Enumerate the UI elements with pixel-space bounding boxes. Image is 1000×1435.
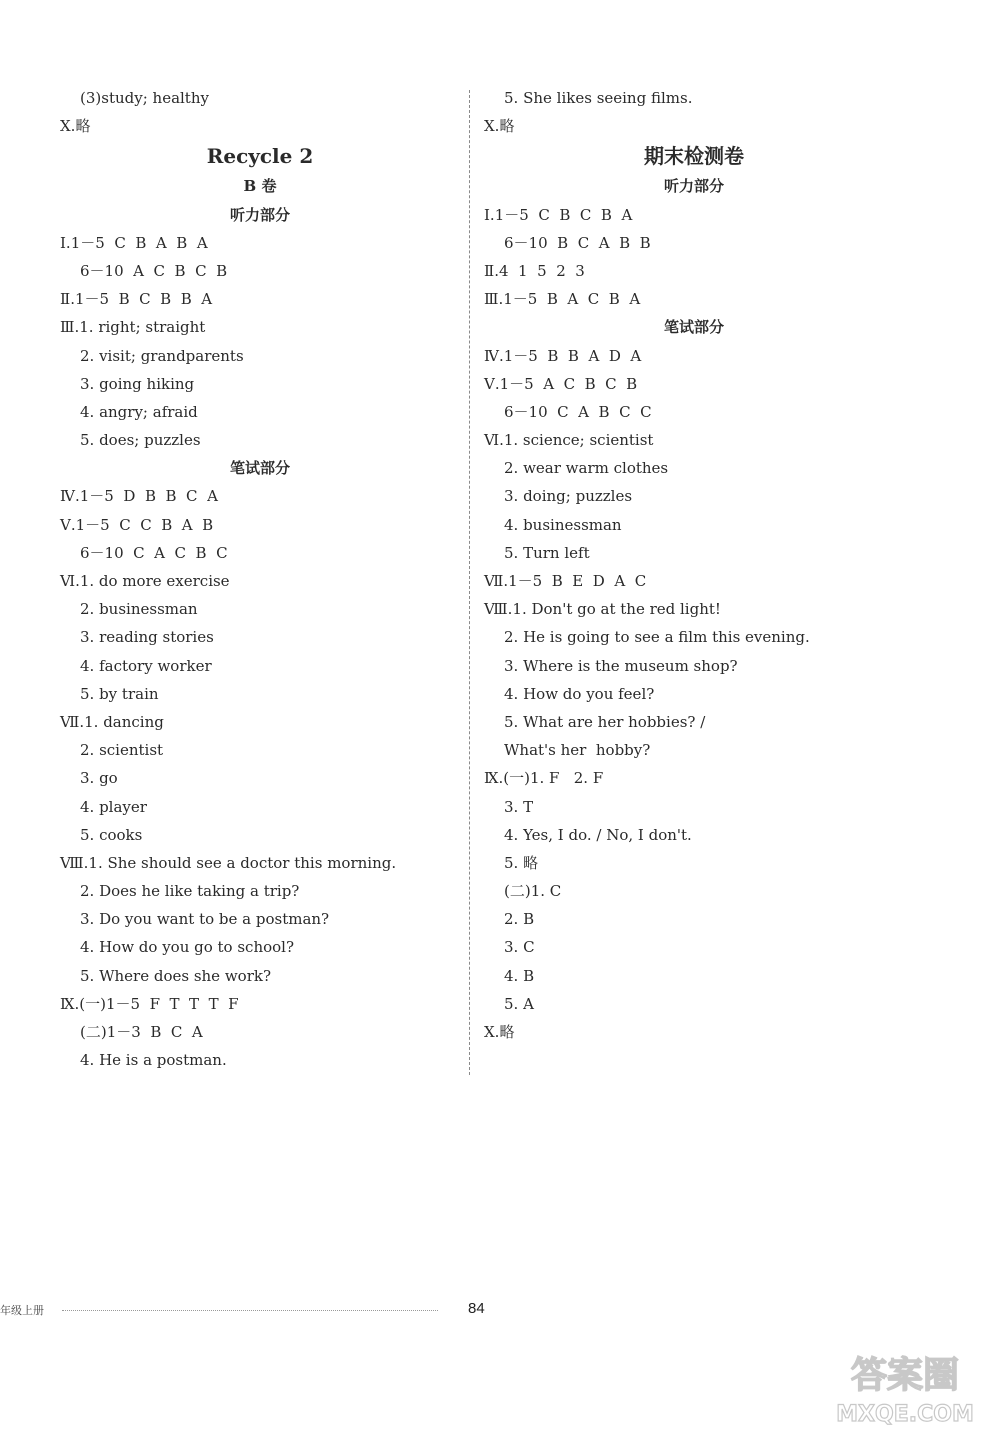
left-line: Ⅳ.1－5 D B B C A [60,487,218,506]
right-line: 3. T [504,797,534,816]
left-line: 3. Do you want to be a postman? [80,910,330,929]
right-line: 5. She likes seeing films. [504,89,693,107]
left-line: (3)study; healthy [80,89,209,107]
left-line: 6－10 A C B C B [80,261,228,280]
left-line: 4. angry; afraid [80,402,198,421]
right-line: Ⅱ.4 1 5 2 3 [484,261,585,280]
left-line: Ⅶ.1. dancing [60,712,164,731]
right-line: Ⅰ.1－5 C B C B A [484,205,633,224]
left-line: Ⅲ.1. right; straight [60,318,206,337]
right-line: 笔试部分 [663,318,724,337]
right-line: 5. Turn left [504,543,590,562]
right-line: 5. A [504,994,534,1013]
left-line: 3. go [80,769,118,788]
right-line: What's her hobby? [504,741,651,760]
column-divider [469,90,470,1075]
left-line: 5. Where does she work? [80,966,272,985]
watermark-bottom-text: MXQE.COM [836,1402,974,1427]
left-line: 2. scientist [80,741,164,760]
right-line: 2. wear warm clothes [504,459,669,478]
right-line: Ⅷ.1. Don't go at the red light! [484,600,721,619]
right-line: Ⅹ.略 [484,1023,515,1041]
left-line: 6－10 C A C B C [80,543,228,562]
right-line: 3. Where is the museum shop? [504,656,738,675]
left-line: Ⅵ.1. do more exercise [60,572,230,590]
watermark-top-text: 答案圈 [850,1355,960,1396]
right-line: Ⅴ.1－5 A C B C B [484,374,638,393]
footer-grade-label: 年级上册 [0,1304,44,1317]
left-line: (二)1－3 B C A [80,1023,203,1041]
left-line: 5. by train [80,684,159,703]
right-line: 3. doing; puzzles [504,487,633,506]
left-line: B 卷 [243,177,277,196]
left-line: Recycle 2 [206,144,314,169]
right-line: 5. What are her hobbies? / [504,712,706,731]
right-line: 4. B [504,966,535,985]
left-line: 2. visit; grandparents [80,346,244,365]
left-column [60,84,460,1074]
left-line: Ⅰ.1－5 C B A B A [60,233,208,252]
watermark-logo [820,1345,990,1430]
right-line: Ⅵ.1. science; scientist [484,431,654,450]
right-line: 6－10 B C A B B [504,233,651,252]
right-line: 6－10 C A B C C [504,402,652,421]
footer-rule [62,1310,438,1311]
right-line: Ⅸ.(一)1. F 2. F [484,769,604,788]
left-line: 5. cooks [80,825,143,844]
left-line: 听力部分 [229,205,290,224]
left-line: Ⅴ.1－5 C C B A B [60,515,214,534]
page-number: 84 [468,1300,485,1317]
right-line: 期末检测卷 [644,144,744,169]
right-line: Ⅹ.略 [484,117,515,136]
left-line: Ⅷ.1. She should see a doctor this morning. [60,853,397,872]
left-line: Ⅱ.1－5 B C B B A [60,290,213,309]
right-line: Ⅳ.1－5 B B A D A [484,346,642,365]
right-line: Ⅶ.1－5 B E D A C [484,572,647,590]
right-line: 2. B [504,910,535,929]
left-line: 3. reading stories [80,628,214,647]
left-line: 2. Does he like taking a trip? [80,882,300,901]
left-line: Ⅹ.略 [60,117,91,136]
right-column [484,84,904,1046]
right-line: 3. C [504,938,535,957]
right-line: 听力部分 [663,177,724,196]
right-line: (二)1. C [504,882,562,901]
right-line: 2. He is going to see a film this evening. [504,628,810,647]
left-line: 4. He is a postman. [80,1051,227,1070]
right-line: 4. Yes, I do. / No, I don't. [504,825,692,844]
right-line: 5. 略 [504,853,539,872]
left-line: 4. factory worker [80,656,212,675]
left-line: 笔试部分 [229,459,290,478]
left-line: 4. player [80,797,147,816]
left-line: Ⅸ.(一)1－5 F T T T F [60,994,239,1013]
right-line: 4. businessman [504,515,622,534]
left-line: 5. does; puzzles [80,431,201,450]
left-line: 2. businessman [80,600,198,619]
right-line: Ⅲ.1－5 B A C B A [484,290,641,309]
left-line: 4. How do you go to school? [80,938,295,957]
left-line: 3. going hiking [80,374,195,393]
right-line: 4. How do you feel? [504,684,655,703]
